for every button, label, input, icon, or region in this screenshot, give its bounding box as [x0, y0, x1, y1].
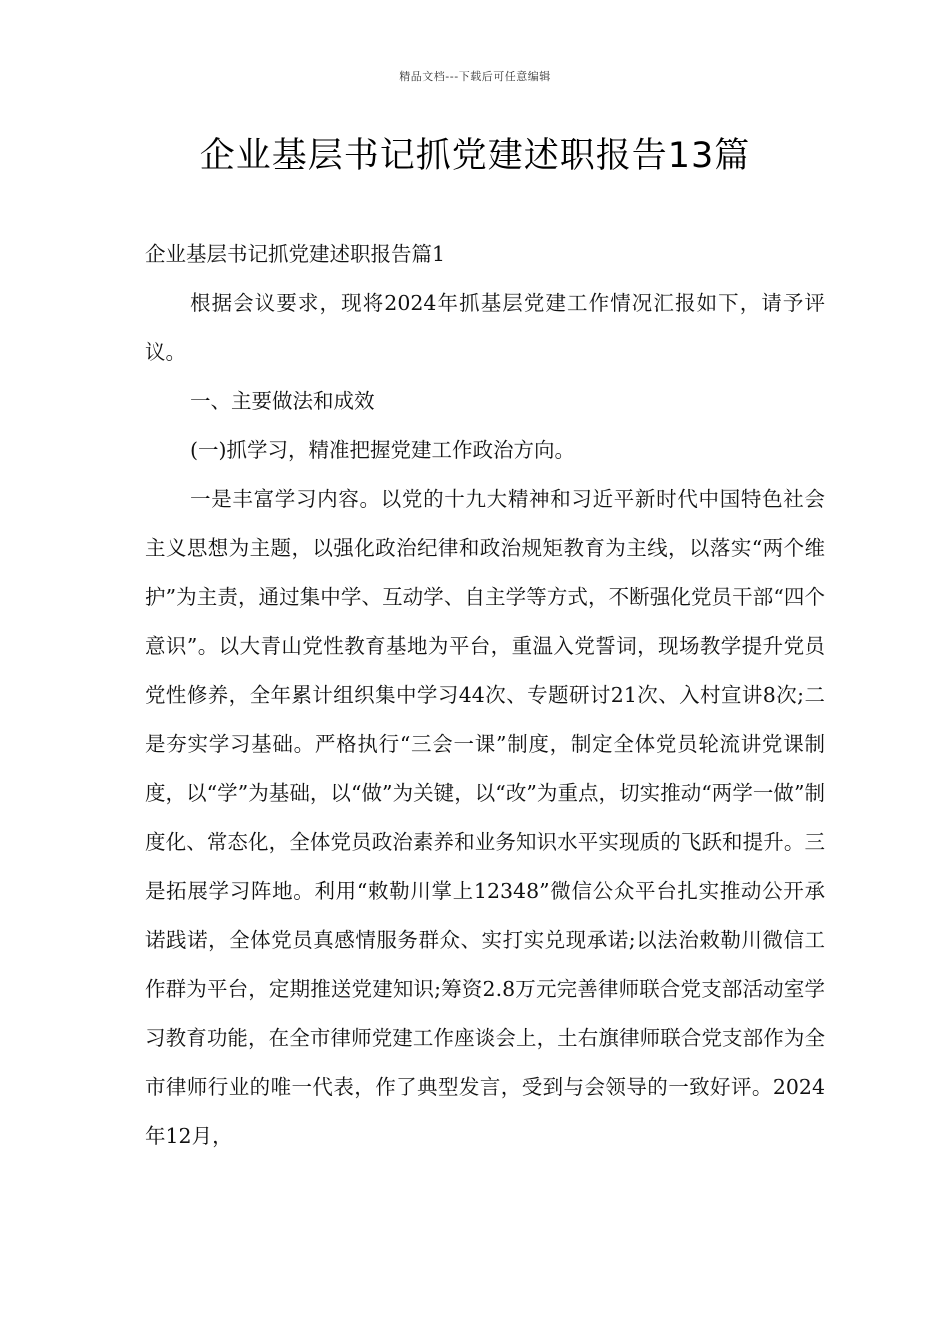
section-heading: 企业基层书记抓党建述职报告篇1 [145, 242, 446, 266]
paragraph-intro: 根据会议要求，现将2024年抓基层党建工作情况汇报如下，请予评议。 [145, 291, 825, 364]
header-note: 精品文档---下载后可任意编辑 [399, 70, 551, 83]
heading-part-one: 一、主要做法和成效 [190, 389, 375, 413]
paragraph-body: 一是丰富学习内容。以党的十九大精神和习近平新时代中国特色社会主义思想为主题，以强化政治纪律和政治规矩教育为主线，以落实“两个维护”为主责，通过集中学、互动学、自主学等方式，不断强化党员干部“四个意识”。以大青山党性教育基地为平台，重温入党誓词，现场教学提升党员党性修养，全年累计组织集中学习44次、专题研讨21次、入村宣讲8次;二是夯实学习基础。严格执行“三会一课”制度，制定全体党员轮流讲党课制度，以“学”为基础，以“做”为关键，以“改”为重点，切实推动“两学一做”制度化、常态化，全体党员政治素养和业务知识水平实现质的飞跃和提升。三是拓展学习阵地。利用“敕勒川掌上12348”微信公众平台扎实推动公开承诺践诺，全体党员真感情服务群众、实打实兑现承诺;以法治敕勒川微信工作群为平台，定期推送党建知识;筹资2.8万元完善律师联合党支部活动室学习教育功能，在全市律师党建工作座谈会上，土右旗律师联合党支部作为全市律师行业的唯一代表，作了典型发言，受到与会领导的一致好评。2024年12月， [145, 487, 825, 1148]
document-body [145, 230, 825, 1161]
subheading-one: (一)抓学习，精准把握党建工作政治方向。 [190, 438, 575, 462]
document-title: 企业基层书记抓党建述职报告13篇 [199, 136, 751, 176]
